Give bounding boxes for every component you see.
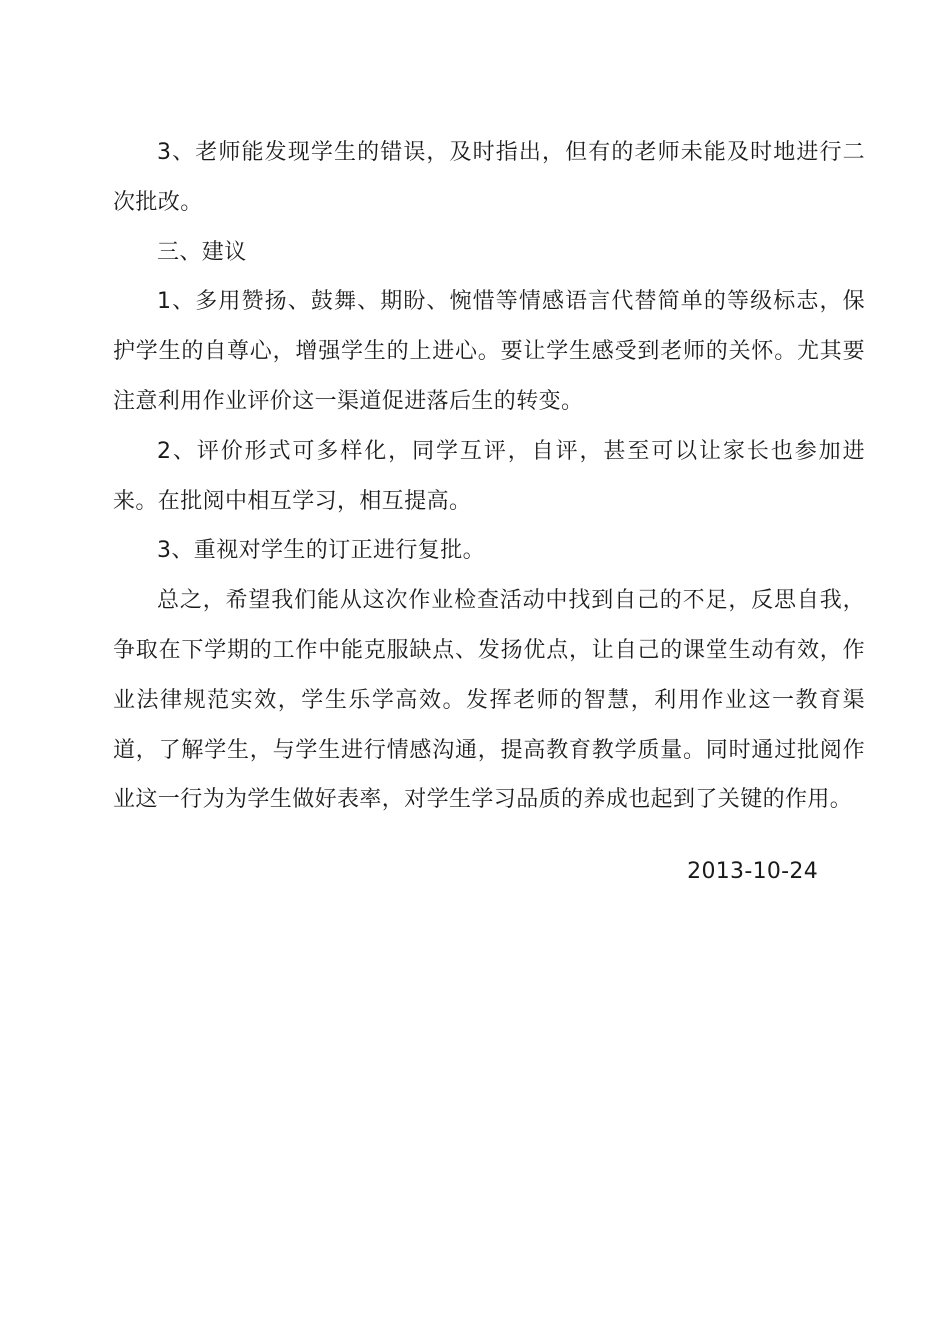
section-heading-suggestions: 三、建议 [157, 239, 247, 265]
paragraph-point-3-correction: 3、老师能发现学生的错误，及时指出，但有的老师未能及时地进行二次批改。 [113, 140, 865, 215]
document-body [113, 128, 865, 825]
document-date: 2013-10-24 [687, 859, 818, 884]
paragraph-suggestion-3: 3、重视对学生的订正进行复批。 [157, 538, 485, 564]
paragraph-suggestion-1: 1、多用赞扬、鼓舞、期盼、惋惜等情感语言代替简单的等级标志，保护学生的自尊心，增强学生的上进心。要让学生感受到老师的关怀。尤其要注意利用作业评价这一渠道促进落后生的转变。 [113, 289, 865, 414]
paragraph-conclusion: 总之，希望我们能从这次作业检查活动中找到自己的不足，反思自我，争取在下学期的工作中能克服缺点、发扬优点，让自己的课堂生动有效，作业法律规范实效，学生乐学高效。发挥老师的智慧，利用作业这一教育渠道，了解学生，与学生进行情感沟通，提高教育教学质量。同时通过批阅作业这一行为为学生做好表率，对学生学习品质的养成也起到了关键的作用。 [113, 588, 865, 813]
paragraph-suggestion-2: 2、评价形式可多样化，同学互评，自评，甚至可以让家长也参加进来。在批阅中相互学习，相互提高。 [113, 438, 865, 514]
